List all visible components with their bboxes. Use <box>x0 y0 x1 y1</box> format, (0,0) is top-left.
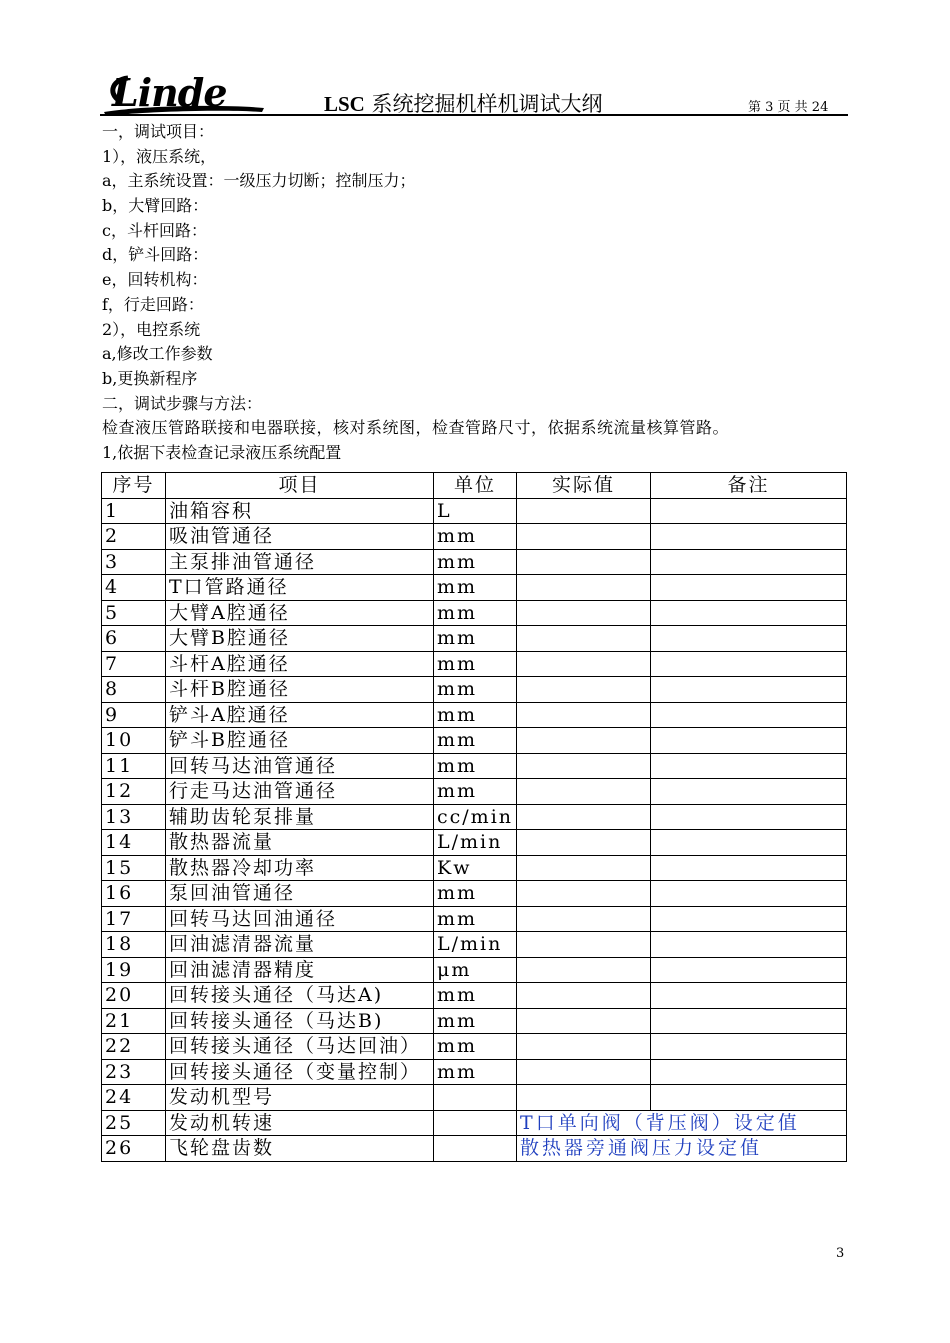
row-unit: mm <box>434 575 517 601</box>
item-d-bucket-circuit: d，铲斗回路： <box>102 245 209 265</box>
table-row <box>102 1008 847 1034</box>
row-remark <box>651 1085 847 1111</box>
row-actual-value <box>517 779 651 805</box>
table-row <box>102 1085 847 1111</box>
row-unit: L <box>434 498 517 524</box>
row-item: 铲斗B腔通径 <box>166 728 434 754</box>
row-actual-value <box>517 549 651 575</box>
row-no: 19 <box>102 957 166 983</box>
row-item: 辅助齿轮泵排量 <box>166 804 434 830</box>
table-row <box>102 881 847 907</box>
row-unit: mm <box>434 753 517 779</box>
row-item: 油箱容积 <box>166 498 434 524</box>
row-remark <box>651 804 847 830</box>
item-a-main-system: a，主系统设置：一级压力切断；控制压力； <box>102 171 416 191</box>
heading-debug-steps: 二，调试步骤与方法： <box>102 393 263 413</box>
row-remark <box>651 753 847 779</box>
header-no: 序号 <box>102 473 166 499</box>
table-row <box>102 677 847 703</box>
row-item: 大臂A腔通径 <box>166 600 434 626</box>
row-actual-value <box>517 1008 651 1034</box>
row-actual-value <box>517 728 651 754</box>
row-remark <box>651 626 847 652</box>
row-item: 斗杆A腔通径 <box>166 651 434 677</box>
row-remark <box>651 498 847 524</box>
header-remark: 备注 <box>651 473 847 499</box>
row-item: 回转接头通径（马达A) <box>166 983 434 1009</box>
row-no: 9 <box>102 702 166 728</box>
row-unit <box>434 1136 517 1162</box>
row-remark <box>651 575 847 601</box>
row-item: 铲斗A腔通径 <box>166 702 434 728</box>
row-remark <box>651 881 847 907</box>
row-unit: mm <box>434 1008 517 1034</box>
row-no: 3 <box>102 549 166 575</box>
row-unit: L/min <box>434 830 517 856</box>
table-row <box>102 728 847 754</box>
row-no: 15 <box>102 855 166 881</box>
row-no: 18 <box>102 932 166 958</box>
svg-text:Linde: Linde <box>112 70 227 115</box>
row-remark <box>651 702 847 728</box>
row-actual-value <box>517 524 651 550</box>
row-no: 20 <box>102 983 166 1009</box>
row-item: 回转接头通径（马达B) <box>166 1008 434 1034</box>
row-actual-value <box>517 881 651 907</box>
row-actual-value <box>517 906 651 932</box>
row-item: 行走马达油管通径 <box>166 779 434 805</box>
row-actual-value <box>517 753 651 779</box>
row-no: 4 <box>102 575 166 601</box>
page-header <box>100 62 848 118</box>
row-remark <box>651 728 847 754</box>
linde-logo <box>100 68 268 118</box>
row-actual-value <box>517 957 651 983</box>
row-remark <box>651 830 847 856</box>
table-row <box>102 549 847 575</box>
row-actual-value <box>517 1059 651 1085</box>
row-remark <box>651 855 847 881</box>
row-no: 10 <box>102 728 166 754</box>
table-row <box>102 753 847 779</box>
table-header-row <box>102 473 847 499</box>
row-unit: mm <box>434 1034 517 1060</box>
table-row <box>102 1059 847 1085</box>
row-remark <box>651 677 847 703</box>
row-item: 散热器冷却功率 <box>166 855 434 881</box>
item-electric-control: 2），电控系统 <box>102 319 201 339</box>
row-remark <box>651 1008 847 1034</box>
row-unit: mm <box>434 600 517 626</box>
row-actual-value <box>517 626 651 652</box>
row-actual-value <box>517 1034 651 1060</box>
heading-debug-items: 一，调试项目： <box>102 122 215 141</box>
row-remark <box>651 779 847 805</box>
row-item: 发动机型号 <box>166 1085 434 1111</box>
item-a-modify-params: a,修改工作参数 <box>102 344 213 364</box>
row-no: 21 <box>102 1008 166 1034</box>
item-e-swing-mechanism: e，回转机构： <box>102 270 208 290</box>
row-unit: mm <box>434 728 517 754</box>
header-item: 项目 <box>166 473 434 499</box>
row-item: 泵回油管通径 <box>166 881 434 907</box>
row-actual-value <box>517 983 651 1009</box>
row-item: 大臂B腔通径 <box>166 626 434 652</box>
row-unit: mm <box>434 1059 517 1085</box>
header-actual: 实际值 <box>517 473 651 499</box>
row-no: 2 <box>102 524 166 550</box>
row-actual-value <box>517 651 651 677</box>
row-item: 回转马达油管通径 <box>166 753 434 779</box>
row-unit: mm <box>434 881 517 907</box>
table-row <box>102 524 847 550</box>
row-item: 回转马达回油通径 <box>166 906 434 932</box>
row-unit: L/min <box>434 932 517 958</box>
step-description: 检查液压管路联接和电器联接，核对系统图，检查管路尺寸，依据系统流量核算管路。 <box>102 418 730 438</box>
row-remark <box>651 983 847 1009</box>
table-row <box>102 804 847 830</box>
row-actual-value <box>517 855 651 881</box>
row-no: 8 <box>102 677 166 703</box>
row-item: 回转接头通径（变量控制） <box>166 1059 434 1085</box>
row-no: 24 <box>102 1085 166 1111</box>
row-unit: mm <box>434 983 517 1009</box>
row-actual-value <box>517 932 651 958</box>
table-row <box>102 983 847 1009</box>
table-row <box>102 932 847 958</box>
row-actual-value <box>517 702 651 728</box>
table-row <box>102 1034 847 1060</box>
row-unit: mm <box>434 524 517 550</box>
row-item: 斗杆B腔通径 <box>166 677 434 703</box>
table-row <box>102 575 847 601</box>
row-no: 7 <box>102 651 166 677</box>
row-remark <box>651 549 847 575</box>
item-b-new-program: b,更换新程序 <box>102 368 198 388</box>
page-number: 3 <box>836 1246 845 1261</box>
row-unit: mm <box>434 651 517 677</box>
row-no: 13 <box>102 804 166 830</box>
table-row <box>102 906 847 932</box>
table-row <box>102 1110 847 1136</box>
row-no: 17 <box>102 906 166 932</box>
row-unit: mm <box>434 906 517 932</box>
table-row <box>102 779 847 805</box>
row-actual-value <box>517 1085 651 1111</box>
row-no: 5 <box>102 600 166 626</box>
row-unit: Kw <box>434 855 517 881</box>
row-item: 回油滤清器流量 <box>166 932 434 958</box>
row-unit: mm <box>434 677 517 703</box>
row-unit <box>434 1085 517 1111</box>
row-item: 主泵排油管通径 <box>166 549 434 575</box>
row-no: 23 <box>102 1059 166 1085</box>
row-unit: mm <box>434 702 517 728</box>
row-actual-value <box>517 575 651 601</box>
hydraulic-config-table <box>101 472 847 1162</box>
row-note: T口单向阀（背压阀）设定值 <box>517 1110 847 1136</box>
table-row <box>102 600 847 626</box>
table-row <box>102 1136 847 1162</box>
row-remark <box>651 651 847 677</box>
header-unit: 单位 <box>434 473 517 499</box>
item-f-travel-circuit: f，行走回路： <box>102 294 204 314</box>
row-actual-value <box>517 600 651 626</box>
title-prefix: LSC <box>324 92 365 116</box>
row-unit: mm <box>434 779 517 805</box>
header-rule <box>100 114 848 116</box>
table-intro: 1,依据下表检查记录液压系统配置 <box>102 442 342 462</box>
row-item: 回转接头通径（马达回油） <box>166 1034 434 1060</box>
row-item: 发动机转速 <box>166 1110 434 1136</box>
row-remark <box>651 1034 847 1060</box>
row-item: 飞轮盘齿数 <box>166 1136 434 1162</box>
row-no: 14 <box>102 830 166 856</box>
row-no: 25 <box>102 1110 166 1136</box>
row-item: 吸油管通径 <box>166 524 434 550</box>
row-unit: cc/min <box>434 804 517 830</box>
body-text <box>102 120 862 466</box>
row-item: T口管路通径 <box>166 575 434 601</box>
row-remark <box>651 906 847 932</box>
item-c-arm-circuit: c，斗杆回路： <box>102 220 207 240</box>
row-remark <box>651 932 847 958</box>
table-row <box>102 830 847 856</box>
item-b-boom-circuit: b，大臂回路： <box>102 196 209 216</box>
row-note: 散热器旁通阀压力设定值 <box>517 1136 847 1162</box>
row-remark <box>651 600 847 626</box>
table-row <box>102 498 847 524</box>
title-text: 系统挖掘机样机调试大纲 <box>371 92 603 116</box>
row-no: 26 <box>102 1136 166 1162</box>
row-actual-value <box>517 498 651 524</box>
row-remark <box>651 1059 847 1085</box>
page-info: 第 3 页 共 24 <box>748 100 829 115</box>
row-actual-value <box>517 830 651 856</box>
row-no: 12 <box>102 779 166 805</box>
row-unit: mm <box>434 626 517 652</box>
row-no: 1 <box>102 498 166 524</box>
row-actual-value <box>517 804 651 830</box>
row-remark <box>651 524 847 550</box>
row-unit: μm <box>434 957 517 983</box>
table-row <box>102 626 847 652</box>
row-item: 散热器流量 <box>166 830 434 856</box>
table-row <box>102 855 847 881</box>
row-no: 16 <box>102 881 166 907</box>
row-actual-value <box>517 677 651 703</box>
row-no: 11 <box>102 753 166 779</box>
row-remark <box>651 957 847 983</box>
row-no: 6 <box>102 626 166 652</box>
row-item: 回油滤清器精度 <box>166 957 434 983</box>
table-row <box>102 702 847 728</box>
item-hydraulic-system: 1），液压系统， <box>102 146 217 166</box>
table-row <box>102 651 847 677</box>
row-no: 22 <box>102 1034 166 1060</box>
table-row <box>102 957 847 983</box>
row-unit <box>434 1110 517 1136</box>
row-unit: mm <box>434 549 517 575</box>
